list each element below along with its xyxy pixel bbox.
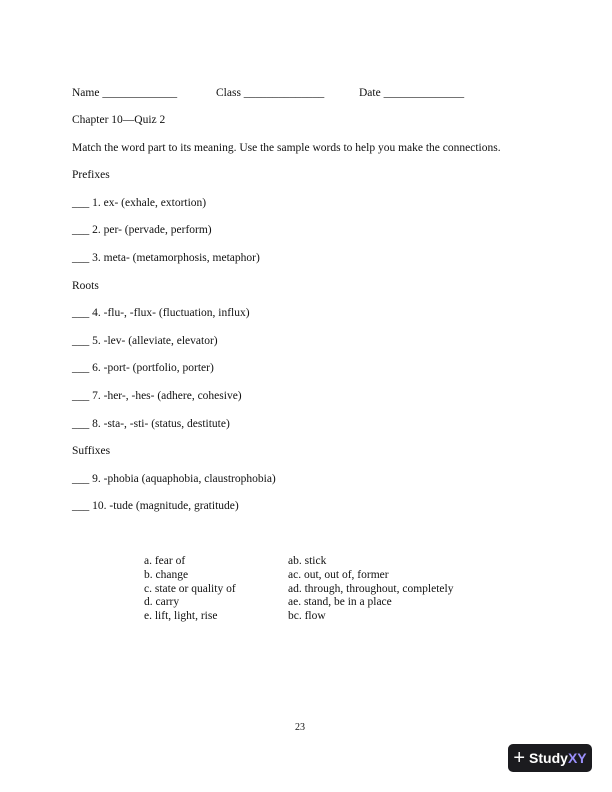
question-9: ___ 9. -phobia (aquaphobia, claustrophobia)	[72, 473, 276, 485]
instructions: Match the word part to its meaning. Use the sample words to help you make the connections.	[72, 142, 501, 154]
studyxy-badge[interactable]	[508, 744, 592, 772]
answer-bc: bc. flow	[288, 610, 326, 623]
brand-study: Study	[529, 750, 568, 766]
question-3: ___ 3. meta- (metamorphosis, metaphor)	[72, 252, 260, 264]
section-suffixes: Suffixes	[72, 445, 111, 457]
quiz-title: Chapter 10—Quiz 2	[72, 114, 166, 126]
answer-ab: ab. stick	[288, 555, 327, 567]
question-5: ___ 5. -lev- (alleviate, elevator)	[72, 335, 218, 347]
section-roots: Roots	[72, 280, 99, 292]
name-field: Name _____________	[72, 87, 178, 99]
brand-xy: XY	[567, 750, 587, 766]
answer-ac: ac. out, out of, former	[288, 568, 389, 581]
question-10: ___ 10. -tude (magnitude, gratitude)	[72, 500, 239, 512]
question-6: ___ 6. -port- (portfolio, porter)	[72, 362, 214, 374]
answer-column-left	[144, 555, 236, 624]
page-number: 23	[295, 722, 305, 733]
question-4: ___ 4. -flu-, -flux- (fluctuation, influx)	[72, 307, 250, 319]
answer-c: c. state or quality of	[144, 582, 236, 595]
question-7: ___ 7. -her-, -hes- (adhere, cohesive)	[72, 390, 242, 402]
question-8: ___ 8. -sta-, -sti- (status, destitute)	[72, 418, 230, 430]
section-prefixes: Prefixes	[72, 169, 110, 181]
answer-d: d. carry	[144, 596, 180, 609]
answer-column-right	[288, 555, 453, 624]
answer-b: b. change	[144, 568, 189, 581]
answer-ae: ae. stand, be in a place	[288, 596, 392, 609]
date-field: Date ______________	[359, 87, 465, 99]
answer-a: a. fear of	[144, 555, 186, 567]
class-field: Class ______________	[216, 87, 325, 99]
question-2: ___ 2. per- (pervade, perform)	[72, 224, 212, 236]
answer-e: e. lift, light, rise	[144, 610, 218, 623]
question-1: ___ 1. ex- (exhale, extortion)	[72, 197, 207, 209]
answer-ad: ad. through, throughout, completely	[288, 582, 454, 595]
plus-icon: +	[513, 747, 526, 769]
